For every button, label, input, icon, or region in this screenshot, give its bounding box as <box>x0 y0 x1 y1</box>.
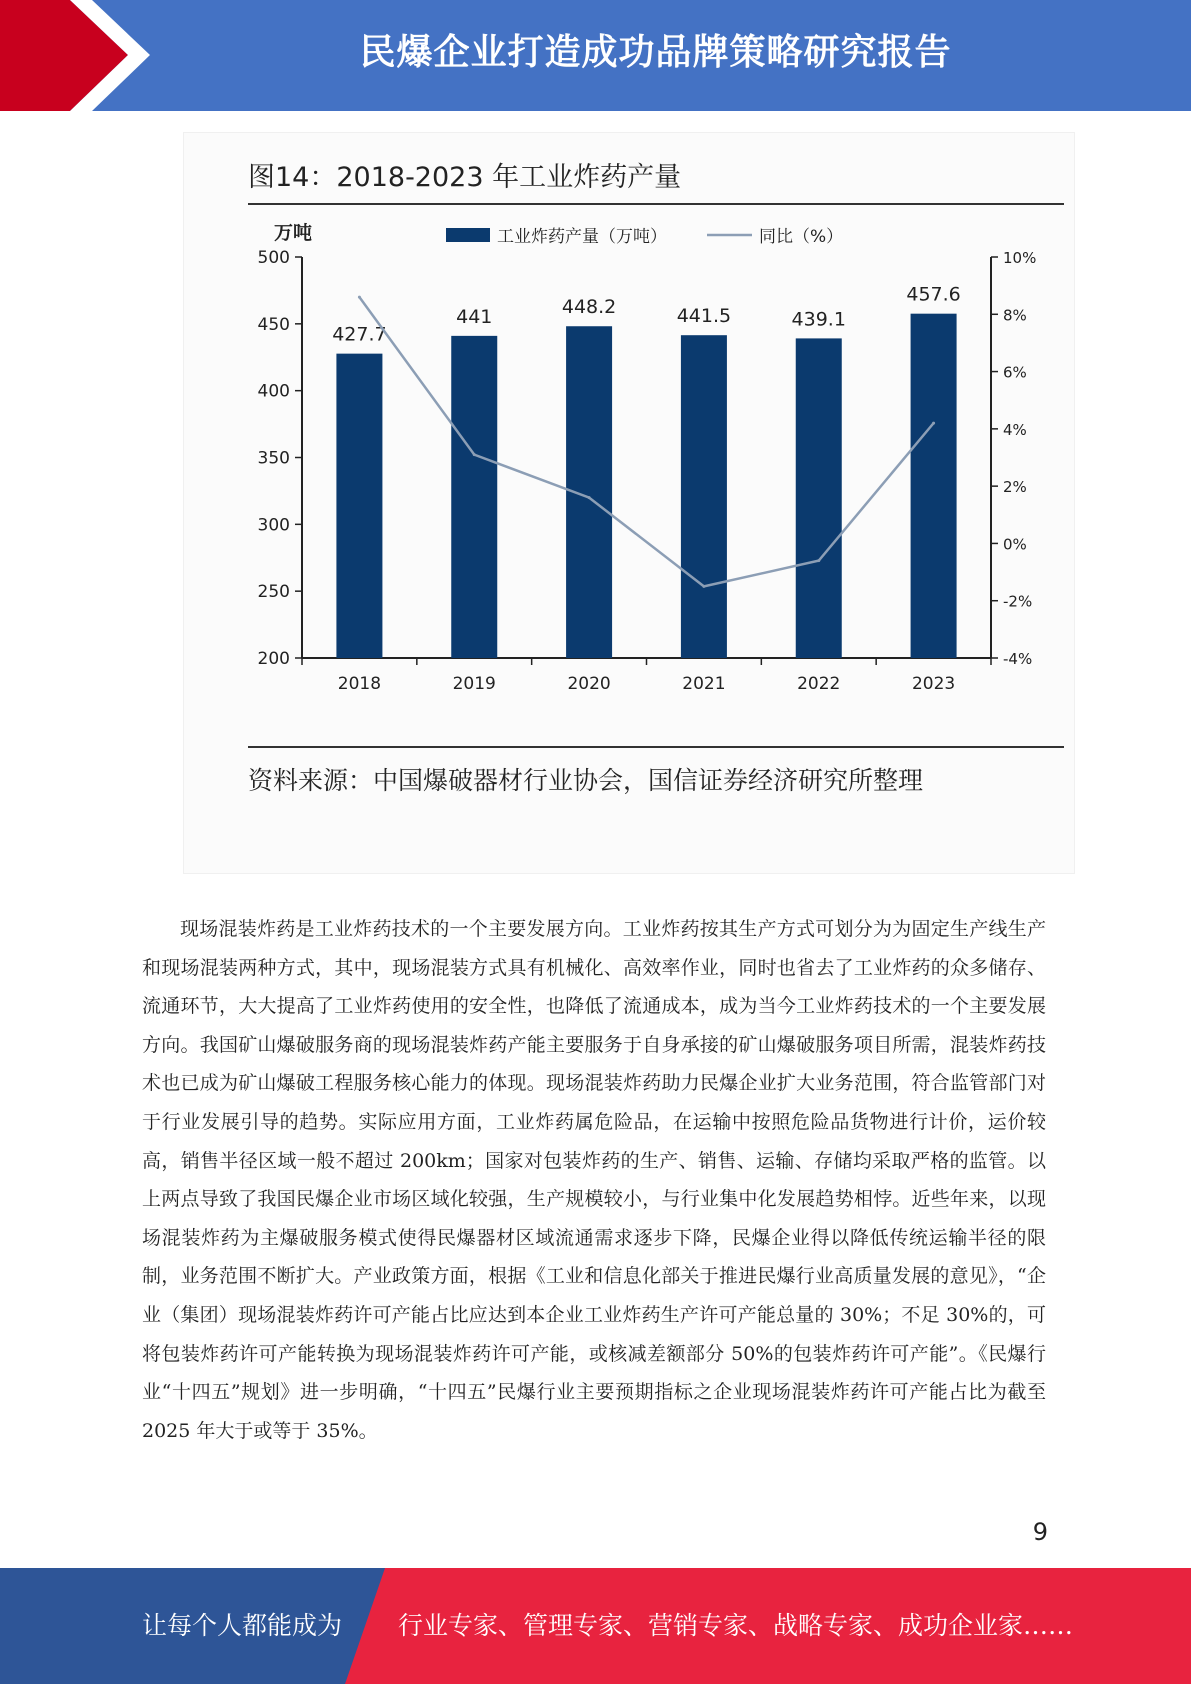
x-tick-label: 2023 <box>911 674 956 694</box>
left-tick-label: 250 <box>257 582 290 603</box>
header-title: 民爆企业打造成功品牌策略研究报告 <box>359 32 952 73</box>
left-axis-unit: 万吨 <box>274 222 313 244</box>
legend-bar-label: 工业炸药产量（万吨） <box>497 227 667 247</box>
page-footer <box>0 1568 1191 1684</box>
left-tick-label: 200 <box>257 649 290 669</box>
right-tick-label: 8% <box>1003 306 1027 325</box>
bar <box>681 335 727 658</box>
bar-value-label: 441 <box>456 305 493 328</box>
right-tick-label: 10% <box>1003 249 1037 267</box>
x-tick-label: 2019 <box>452 674 496 694</box>
figure-source: 资料来源：中国爆破器材行业协会，国信证券经济研究所整理 <box>248 766 924 795</box>
bar <box>911 314 957 658</box>
left-tick-label: 500 <box>257 248 290 268</box>
yoy-point <box>588 496 591 499</box>
bar-value-label: 427.7 <box>332 323 387 346</box>
x-tick-label: 2018 <box>337 674 382 694</box>
bar-value-label: 441.5 <box>676 305 732 328</box>
figure-bottom-rule <box>248 746 1064 748</box>
bar <box>451 336 497 658</box>
body-text <box>142 910 1046 1450</box>
bar-value-label: 448.2 <box>561 296 617 319</box>
x-tick-label: 2021 <box>682 674 726 694</box>
right-tick-label: -4% <box>1003 650 1033 668</box>
bar <box>796 338 842 658</box>
yoy-point <box>358 296 361 299</box>
left-tick-label: 300 <box>257 515 290 536</box>
right-tick-label: 4% <box>1003 420 1027 439</box>
page-number: 9 <box>1032 1518 1048 1546</box>
legend-bar-swatch <box>446 228 490 242</box>
right-tick-label: 0% <box>1003 535 1027 554</box>
right-tick-label: 6% <box>1003 363 1027 382</box>
right-tick-label: 2% <box>1003 478 1027 497</box>
yoy-line <box>359 297 933 586</box>
left-tick-label: 350 <box>257 448 290 469</box>
yoy-point <box>473 453 476 456</box>
yoy-point <box>817 559 820 562</box>
bar-value-label: 439.1 <box>791 308 846 331</box>
left-tick-label: 400 <box>257 381 290 402</box>
figure-chart <box>183 132 1075 874</box>
footer-slogan-right: 行业专家、管理专家、营销专家、战略专家、成功企业家…… <box>398 1611 1074 1640</box>
x-tick-label: 2022 <box>797 674 841 694</box>
left-tick-label: 450 <box>257 314 290 335</box>
body-paragraph: 现场混装炸药是工业炸药技术的一个主要发展方向。工业炸药按其生产方式可划分为为固定生产线生产和现场混装两种方式，其中，现场混装方式具有机械化、高效率作业，同时也省去了工业炸药的众多储存、流通环节，大大提高了工业炸药使用的安全性，也降低了流通成本，成为当今工业炸药技术的一个主要发展方向。我国矿山爆破服务商的现场混装炸药产能主要服务于自身承接的矿山爆破服务项目所需，混装炸药技术也已成为矿山爆破工程服务核心能力的体现。现场混装炸药助力民爆企业扩大业务范围，符合监管部门对于行业发展引导的趋势。实际应用方面，工业炸药属危险品，在运输中按照危险品货物进行计价，运价较高，销售半径区域一般不超过 200km；国家对包装炸药的生产、销售、运输、存储均采取严格的监管。以上两点导致了我国民爆企业市场区域化较强，生产规模较小，与行业集中化发展趋势相悖。近些年来，以现场混装炸药为主爆破服务模式使得民爆器材区域流通需求逐步下降，民爆企业得以降低传统运输半径的限制，业务范围不断扩大。产业政策方面，根据《工业和信息化部关于推进民爆行业高质量发展的意见》，“企业（集团）现场混装炸药许可产能占比应达到本企业工业炸药生产许可产能总量的 30%；不足 30%的，可将包装炸药许可产能转换为现场混装炸药许可产能，或核减差额部分 50%的包装炸药许可产能”。《民爆行业“十四五”规划》进一步明确，“十四五”民爆行业主要预期指标之企业现场混装炸药许可产能占比为截至 2025 年大于或等于 35%。 <box>142 918 1046 1442</box>
x-tick-label: 2020 <box>567 674 611 694</box>
bar-value-label: 457.6 <box>906 283 961 306</box>
footer-slogan-left: 让每个人都能成为 <box>142 1611 343 1640</box>
bar <box>336 354 382 658</box>
legend-line-label: 同比（%） <box>759 227 844 247</box>
figure-title: 图14：2018-2023 年工业炸药产量 <box>248 162 682 193</box>
yoy-point <box>932 422 935 425</box>
yoy-point <box>702 585 705 588</box>
right-tick-label: -2% <box>1003 592 1033 611</box>
page-header <box>0 0 1191 111</box>
